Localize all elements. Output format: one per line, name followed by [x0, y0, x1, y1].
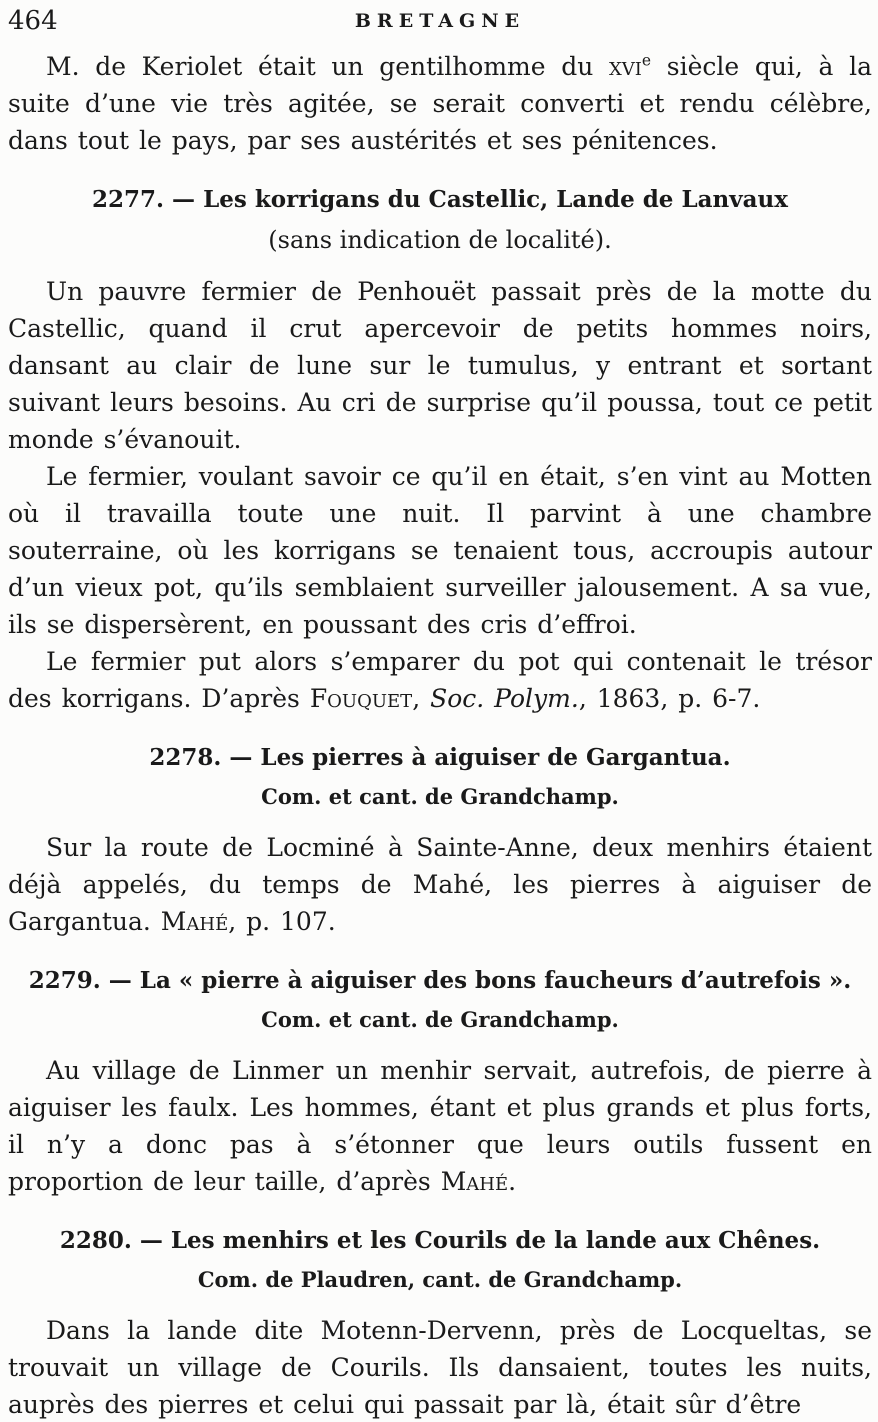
page-number: 464 [8, 6, 58, 36]
paragraph: Dans la lande dite Motenn-Dervenn, près de Locqueltas, se trouvait un village de Courils. Ils dansaient, toutes les nuits, auprès des pierres et celui qui passait par là, était sûr d’être [8, 1316, 872, 1419]
paragraph: Le fermier, voulant savoir ce qu’il en était, s’en vint au Motten où il travailla toute une nuit. Il parvint à une chambre souterraine, où les korrigans se tenaient tous, accroupis autour d’un vieux pot, qu’ils semblaient surveiller jalousement. A sa vue, ils se dispersèrent, en poussant des cris d’effroi. [8, 462, 872, 639]
running-header: BRETAGNE [354, 10, 526, 32]
entry-subtitle-2277: (sans indication de localité). [268, 226, 612, 254]
entry-heading-2278: 2278. — Les pierres à aiguiser de Gargantua. [149, 744, 731, 771]
intro-paragraph: M. de Keriolet était un gentilhomme du xvi$^e$ siècle qui, à la suite d’une vie très agitée, se serait converti et rendu célèbre, dans tout le pays, par ses austérités et ses pénitences. [8, 51, 872, 155]
page-header [8, 6, 872, 36]
paragraph: Un pauvre fermier de Penhouët passait près de la motte du Castellic, quand il crut apercevoir de petits hommes noirs, dansant au clair de lune sur le tumulus, y entrant et sortant suivant leurs besoins. Au cri de surprise qu’il poussa, tout ce petit monde s’évanouit. [8, 277, 872, 454]
entry-subtitle-2280: Com. de Plaudren, cant. de Grandchamp. [197, 1267, 683, 1292]
paragraph-citation: Au village de Linmer un menhir servait, autrefois, de pierre à aiguiser les faulx. Les hommes, étant et plus grands et plus forts, il n’y a donc pas à s’étonner que leurs outils fussent en proportion de leur taille, d’après Mahé. [8, 1056, 872, 1196]
entry-subtitle-2279: Com. et cant. de Grandchamp. [261, 1007, 619, 1032]
paragraph-citation: Le fermier put alors s’emparer du pot qui contenait le trésor des korrigans. D’après Fouquet, Soc. Polym., 1863, p. 6-7. [8, 647, 872, 713]
entry-heading-2279: 2279. — La « pierre à aiguiser des bons faucheurs d’autrefois ». [28, 967, 852, 994]
paragraph-citation: Sur la route de Locminé à Sainte-Anne, deux menhirs étaient déjà appelés, du temps de Mahé, les pierres à aiguiser de Gargantua. Mahé, p. 107. [8, 833, 872, 936]
entry-subtitle-2278: Com. et cant. de Grandchamp. [261, 784, 619, 809]
entry-heading-2277: 2277. — Les korrigans du Castellic, Lande de Lanvaux [92, 186, 788, 213]
entry-heading-2280: 2280. — Les menhirs et les Courils de la lande aux Chênes. [59, 1227, 821, 1254]
